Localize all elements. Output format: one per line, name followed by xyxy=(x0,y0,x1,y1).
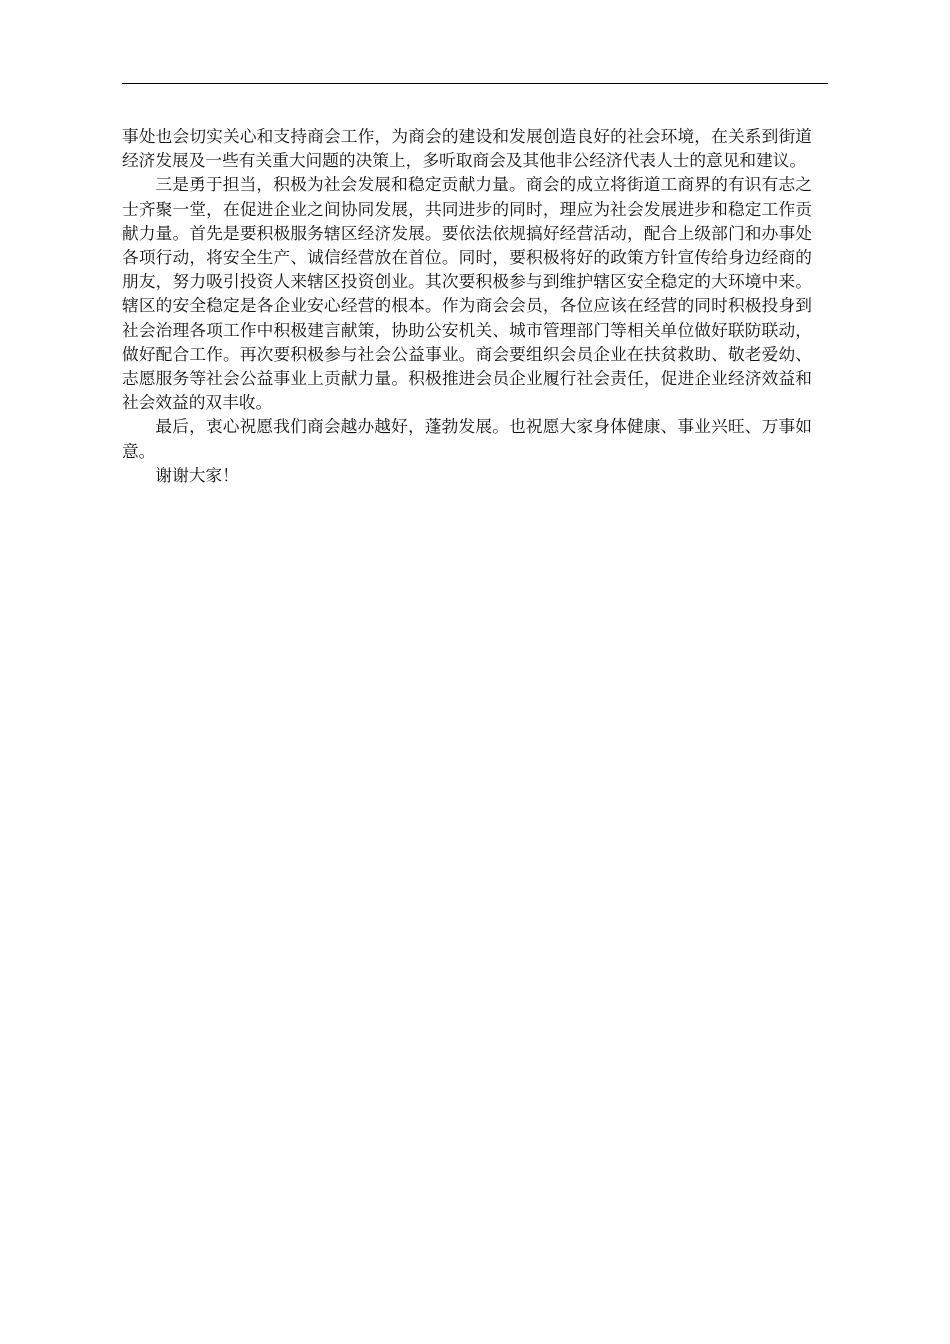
paragraph-closing-wishes: 最后，衷心祝愿我们商会越办越好，蓬勃发展。也祝愿大家身体健康、事业兴旺、万事如意。 xyxy=(122,416,812,461)
paragraph-thanks: 谢谢大家！ xyxy=(155,464,239,485)
body-text xyxy=(122,124,812,487)
header-rule xyxy=(122,83,828,84)
paragraph-continuation: 事处也会切实关心和支持商会工作，为商会的建设和发展创造良好的社会环境，在关系到街道经济发展及一些有关重大问题的决策上，多听取商会及其他非公经济代表人士的意见和建议。 xyxy=(122,126,812,171)
paragraph-responsibility: 三是勇于担当，积极为社会发展和稳定贡献力量。商会的成立将街道工商界的有识有志之士齐聚一堂，在促进企业之间协同发展，共同进步的同时，理应为社会发展进步和稳定工作贡献力量。首先是要积极服务辖区经济发展。要依法依规搞好经营活动，配合上级部门和办事处各项行动，将安全生产、诚信经营放在首位。同时，要积极将好的政策方针宣传给身边经商的朋友，努力吸引投资人来辖区投资创业。其次要积极参与到维护辖区安全稳定的大环境中来。辖区的安全稳定是各企业安心经营的根本。作为商会会员，各位应该在经营的同时积极投身到社会治理各项工作中积极建言献策，协助公安机关、城市管理部门等相关单位做好联防联动，做好配合工作。再次要积极参与社会公益事业。商会要组织会员企业在扶贫救助、敬老爱幼、志愿服务等社会公益事业上贡献力量。积极推进会员企业履行社会责任，促进企业经济效益和社会效益的双丰收。 xyxy=(122,174,812,413)
